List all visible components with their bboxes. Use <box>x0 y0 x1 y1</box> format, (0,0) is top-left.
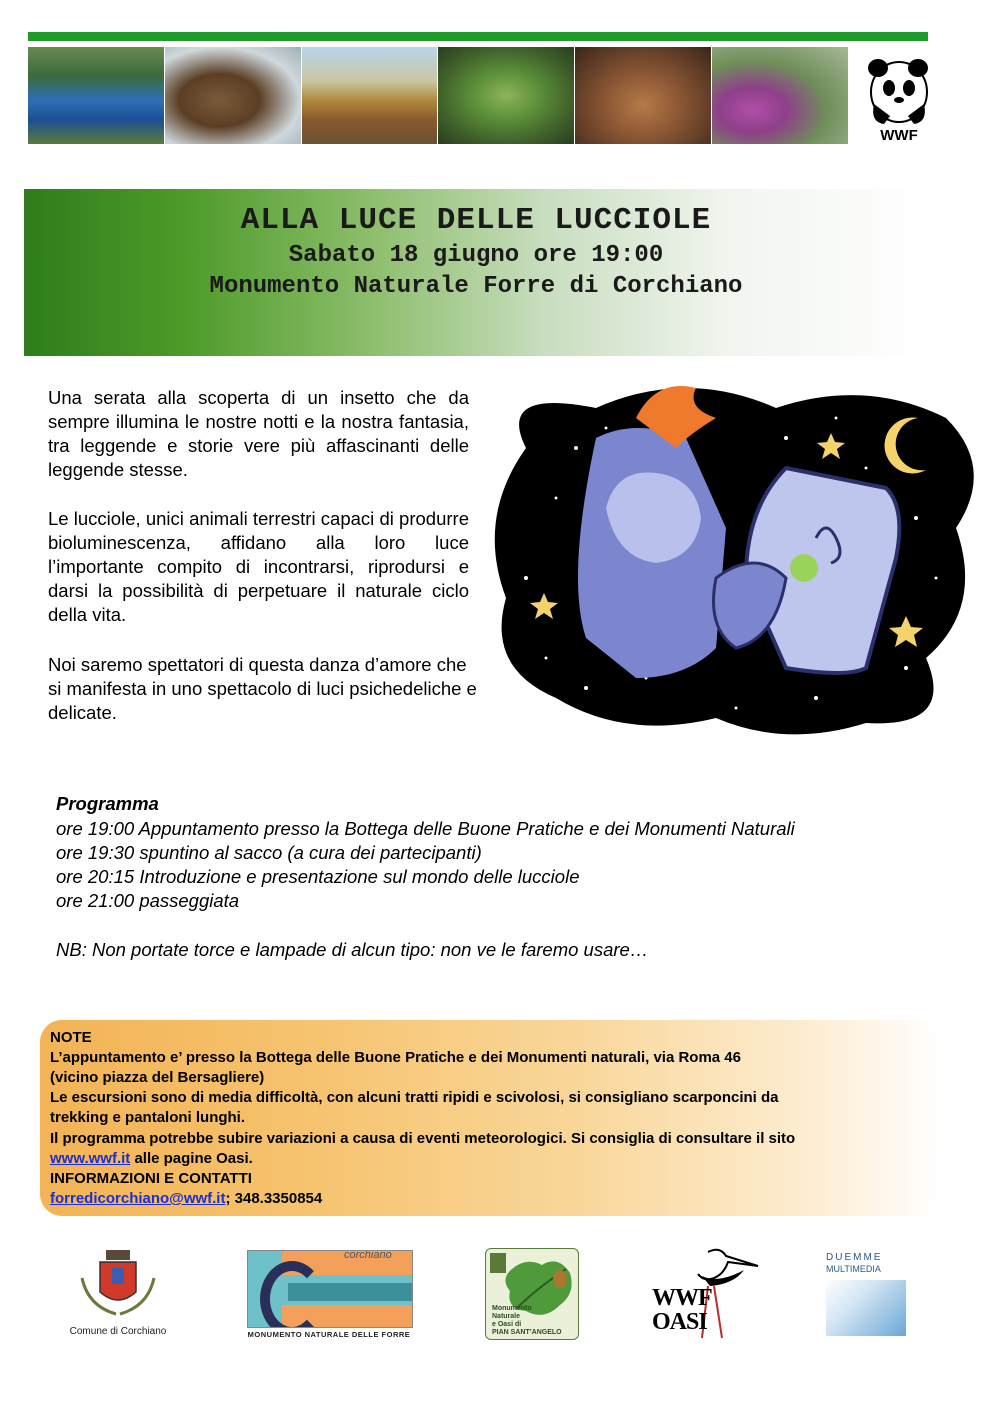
top-green-bar <box>28 32 928 41</box>
corchiano-script: corchiano <box>344 1250 392 1261</box>
orchid-butterfly-photo <box>712 47 848 144</box>
programma-item: ore 19:00 Appuntamento presso la Bottega delle Buone Pratiche e dei Monumenti Naturali <box>56 818 795 839</box>
programma-item: ore 19:30 spuntino al sacco (a cura dei partecipanti) <box>56 842 482 863</box>
nature-photo-strip <box>28 47 848 144</box>
pian-caption-line: Naturale <box>492 1313 521 1320</box>
event-date: Sabato 18 giugno ore 19:00 <box>288 242 664 269</box>
phone-number: ; 348.3350854 <box>225 1190 323 1207</box>
nb-note: NB: Non portate torce e lampade di alcun tipo: non ve le faremo usare… <box>56 939 649 960</box>
notes-line: Le escursioni sono di media difficoltà, con alcuni tratti ripidi e scivolosi, si consigliano scarponcini da <box>50 1089 779 1106</box>
duemme-top: DUEMME <box>826 1252 883 1263</box>
wwf-panda-logo <box>860 54 938 146</box>
monumento-caption: MONUMENTO NATURALE DELLE FORRE <box>247 1330 411 1339</box>
intro-paragraph: Noi saremo spettatori di questa danza d’amore che si manifesta in uno spettacolo di luci psichedeliche e delicate. <box>48 654 477 723</box>
wwf-oasi-logo <box>648 1244 764 1340</box>
title-banner <box>24 189 928 356</box>
duemme-bottom: MULTIMEDIA <box>826 1264 881 1274</box>
otter-photo <box>165 47 302 144</box>
notes-line: L’appuntamento e’ presso la Bottega delle Buone Pratiche e dei Monumenti naturali, via Roma 46 <box>50 1049 741 1066</box>
notes-heading: NOTE <box>50 1029 92 1046</box>
toad-photo <box>438 47 575 144</box>
programma-heading: Programma <box>56 793 159 814</box>
programma-item: ore 21:00 passeggiata <box>56 890 240 911</box>
pian-caption-line: e Oasi di <box>492 1321 522 1328</box>
wwf-logo-text: WWF <box>880 127 918 144</box>
programma-item: ore 20:15 Introduzione e presentazione sul mondo delle lucciole <box>56 866 580 887</box>
notes-line: (vicino piazza del Bersagliere) <box>50 1069 265 1086</box>
notes-line: trekking e pantaloni lunghi. <box>50 1109 246 1126</box>
notes-site-suffix: alle pagine Oasi. <box>130 1150 253 1167</box>
monumento-forre-logo <box>247 1250 411 1340</box>
lake-photo <box>28 47 165 144</box>
event-place: Monumento Naturale Forre di Corchiano <box>209 273 743 300</box>
duemme-multimedia-logo <box>826 1252 906 1338</box>
wwf-oasi-bottom: OASI <box>652 1309 707 1335</box>
forre-c-shape <box>260 1261 324 1328</box>
duemme-globe <box>826 1280 906 1336</box>
notes-site-line <box>50 1149 253 1168</box>
contacts-heading: INFORMAZIONI E CONTATTI <box>50 1170 252 1187</box>
fox-photo <box>575 47 712 144</box>
wwf-site-link[interactable]: www.wwf.it <box>50 1150 131 1167</box>
event-title: ALLA LUCE DELLE LUCCIOLE <box>240 203 712 238</box>
pian-santangelo-logo <box>485 1248 579 1340</box>
intro-paragraph: Le lucciole, unici animali terrestri capaci di produrre bioluminescenza, affidano alla loro luce l’importante compito di incontrarsi, riprodursi e darsi la possibilità di perpetuare il naturale ciclo della vita. <box>48 508 469 625</box>
pian-caption-line: PIAN SANT’ANGELO <box>492 1329 562 1336</box>
pian-caption-line: Monumento <box>492 1305 532 1312</box>
intro-paragraph: Una serata alla scoperta di un insetto che da sempre illumina le nostre notti e la nostra fantasia, tra leggende e storie vere più affascinanti delle leggende stesse. <box>48 387 469 480</box>
comune-corchiano-logo <box>62 1248 174 1338</box>
wetland-hut-photo <box>302 47 439 144</box>
contacts-line <box>50 1189 322 1208</box>
wwf-oasi-top: WWF <box>652 1285 712 1311</box>
notes-line: Il programma potrebbe subire variazioni a causa di eventi meteorologici. Si consiglia di consultare il sito <box>50 1130 796 1147</box>
firefly-jar-illustration <box>486 378 984 740</box>
email-link[interactable]: forredicorchiano@wwf.it <box>50 1190 226 1207</box>
comune-caption: Comune di Corchiano <box>69 1326 167 1337</box>
